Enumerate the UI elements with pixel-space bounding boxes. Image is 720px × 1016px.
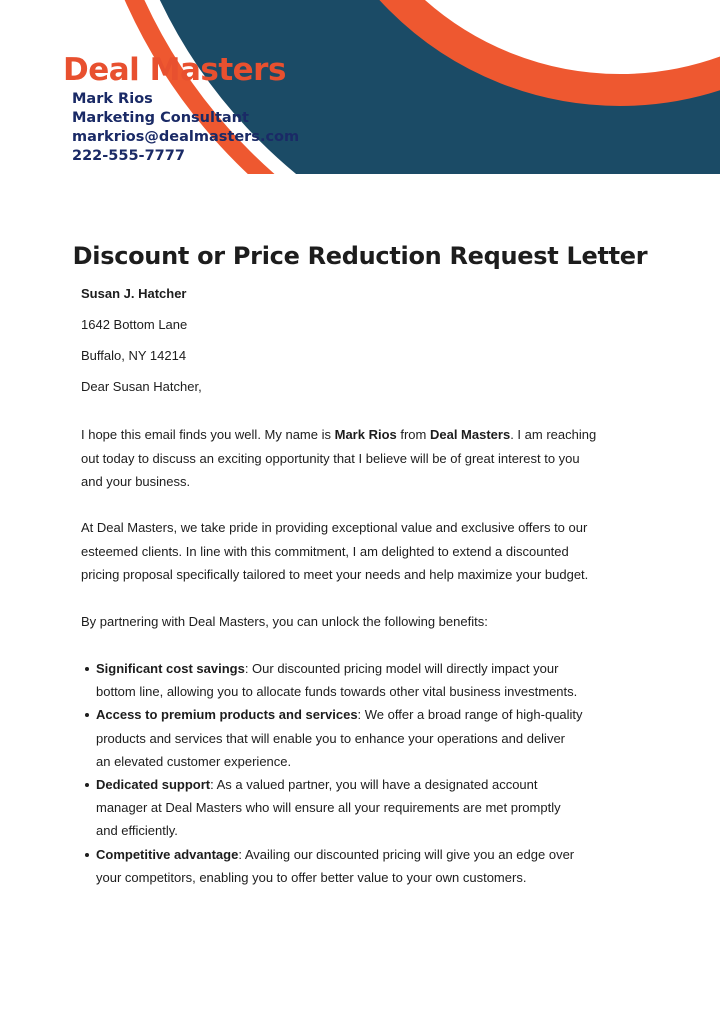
benefits-list [81, 657, 661, 889]
intro-line-3: and your business. [81, 474, 191, 489]
value-line-2: esteemed clients. In line with this commitment, I am delighted to extend a discounted [81, 543, 569, 559]
sender-email[interactable]: markrios@dealmasters.com [72, 129, 300, 145]
intro-paragraph [81, 423, 651, 494]
benefit-heading: Access to premium products and services [96, 707, 358, 723]
list-item: Significant cost savings: Our discounted pricing model will directly impact your bottom line, allowing you to allocate funds towards other vital business investments. [81, 657, 661, 703]
company-logo-text: Deal Masters [63, 52, 286, 88]
benefit-heading: Competitive advantage [96, 846, 239, 862]
list-item: Access to premium products and services: We offer a broad range of high-quality products and services that will enable you to enhance your operations and deliver an elevated customer experience. [81, 703, 661, 773]
value-line-3: pricing proposal specifically tailored to meet your needs and help maximize your budget. [81, 567, 589, 582]
sender-name-inline: Mark Rios [334, 427, 397, 442]
recipient-name: Susan J. Hatcher [81, 286, 187, 301]
value-line-1: At Deal Masters, we take pride in providing exceptional value and exclusive offers to our [81, 520, 588, 535]
sender-name: Mark Rios [72, 91, 153, 107]
list-item: Competitive advantage: Availing our discounted pricing will give you an edge over your competitors, enabling you to offer better value to your own customers. [81, 843, 661, 889]
sender-phone[interactable]: 222-555-7777 [72, 148, 185, 164]
company-name-inline: Deal Masters [429, 427, 511, 442]
value-paragraph [81, 516, 651, 587]
address-line-1: 1642 Bottom Lane [81, 317, 188, 332]
intro-line-2: out today to discuss an exciting opportunity that I believe will be of great interest to you [81, 450, 580, 466]
letter-title: Discount or Price Reduction Request Letter [72, 242, 648, 270]
sender-title: Marketing Consultant [72, 110, 249, 126]
benefit-heading: Dedicated support [96, 777, 211, 793]
benefits-intro: By partnering with Deal Masters, you can unlock the following benefits: [81, 614, 488, 629]
benefit-heading: Significant cost savings [96, 661, 245, 676]
address-line-2: Buffalo, NY 14214 [81, 348, 187, 363]
intro-line-1: I hope this email finds you well. My name is Mark Rios from Deal Masters. I am reaching [81, 427, 597, 442]
sender-contact-block [72, 90, 299, 166]
salutation: Dear Susan Hatcher, [81, 379, 202, 394]
list-item: Dedicated support: As a valued partner, you will have a designated account manager at Deal Masters who will ensure all your requirements are met promptly and efficiently. [81, 773, 661, 843]
recipient-block [81, 285, 202, 409]
